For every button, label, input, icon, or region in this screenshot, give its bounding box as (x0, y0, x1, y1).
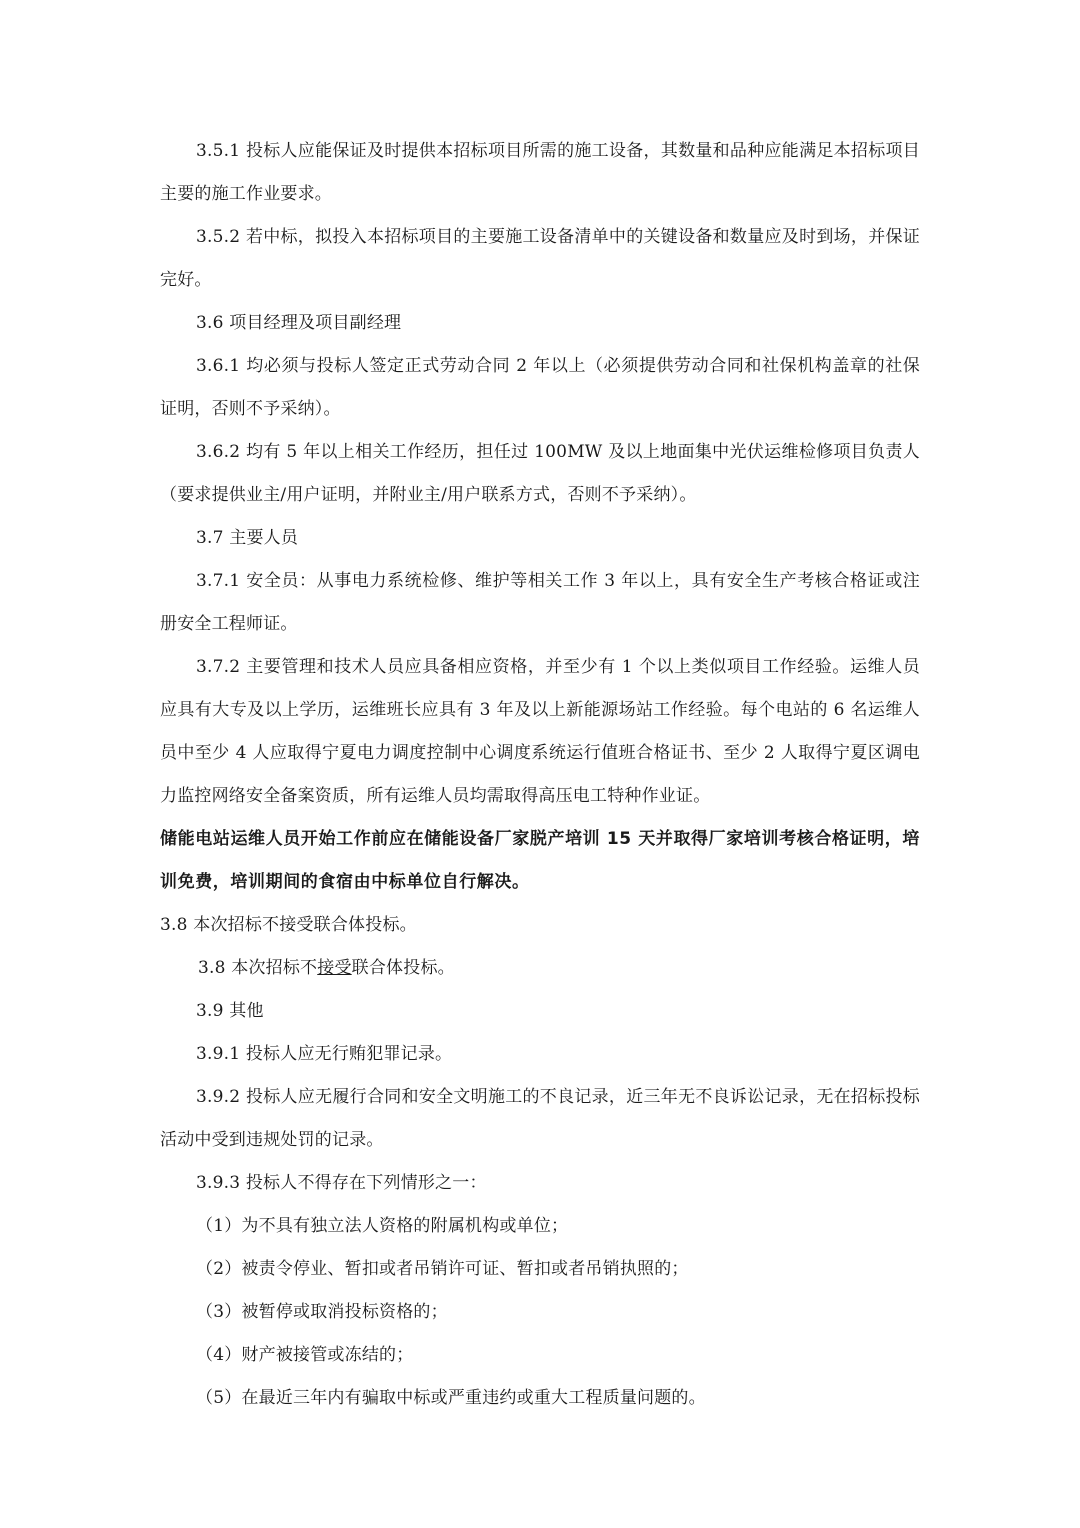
clause-3-6-2: 3.6.2 均有 5 年以上相关工作经历，担任过 100MW 及以上地面集中光伏运维检修项目负责人（要求提供业主/用户证明，并附业主/用户联系方式，否则不予采纳）。 (160, 442, 920, 505)
clause-3-6-1: 3.6.1 均必须与投标人签定正式劳动合同 2 年以上（必须提供劳动合同和社保机构盖章的社保证明，否则不予采纳）。 (160, 356, 920, 419)
document-page (160, 130, 920, 1420)
list-item: （5）在最近三年内有骗取中标或严重违约或重大工程质量问题的。 (196, 1388, 706, 1408)
clause-3-8 (160, 947, 920, 990)
clause-3-8-pre: 3.8 本次招标不 (198, 958, 318, 978)
clause-3-5-2: 3.5.2 若中标，拟投入本招标项目的主要施工设备清单中的关键设备和数量应及时到场，并保证完好。 (160, 227, 920, 290)
clause-3-7-heading: 3.7 主要人员 (196, 528, 299, 548)
clause-3-7-1: 3.7.1 安全员：从事电力系统检修、维护等相关工作 3 年以上，具有安全生产考核合格证或注册安全工程师证。 (160, 571, 920, 634)
list-item: （4）财产被接管或冻结的； (196, 1345, 414, 1365)
clause-training-bold: 储能电站运维人员开始工作前应在储能设备厂家脱产培训 15 天并取得厂家培训考核合格证明，培训免费，培训期间的食宿由中标单位自行解决。 (160, 829, 920, 892)
clause-3-6-heading: 3.6 项目经理及项目副经理 (196, 313, 402, 333)
clause-3-8-unindented: 3.8 本次招标不接受联合体投标。 (160, 915, 417, 935)
clause-3-9-2: 3.9.2 投标人应无履行合同和安全文明施工的不良记录，近三年无不良诉讼记录，无在招标投标活动中受到违规处罚的记录。 (160, 1087, 920, 1150)
list-item: （1）为不具有独立法人资格的附属机构或单位； (196, 1216, 569, 1236)
clause-3-9-1: 3.9.1 投标人应无行贿犯罪记录。 (196, 1044, 453, 1064)
clause-3-8-underlined: 接受 (317, 958, 352, 978)
clause-3-8-post: 联合体投标。 (351, 958, 455, 978)
clause-3-7-2: 3.7.2 主要管理和技术人员应具备相应资格，并至少有 1 个以上类似项目工作经验。运维人员应具有大专及以上学历，运维班长应具有 3 年及以上新能源场站工作经验。每个电站的 6 名运维人员中至少 4 人应取得宁夏电力调度控制中心调度系统运行值班合格证书、至少 2 人取得宁夏区调电力监控网络安全备案资质，所有运维人员均需取得高压电工特种作业证。 (160, 657, 920, 806)
clause-3-5-1: 3.5.1 投标人应能保证及时提供本招标项目所需的施工设备，其数量和品种应能满足本招标项目主要的施工作业要求。 (160, 141, 920, 204)
clause-3-9-3: 3.9.3 投标人不得存在下列情形之一： (196, 1173, 487, 1193)
list-item: （3）被暂停或取消投标资格的； (196, 1302, 448, 1322)
list-item: （2）被责令停业、暂扣或者吊销许可证、暂扣或者吊销执照的； (196, 1259, 689, 1279)
clause-3-9-heading: 3.9 其他 (196, 1001, 264, 1021)
